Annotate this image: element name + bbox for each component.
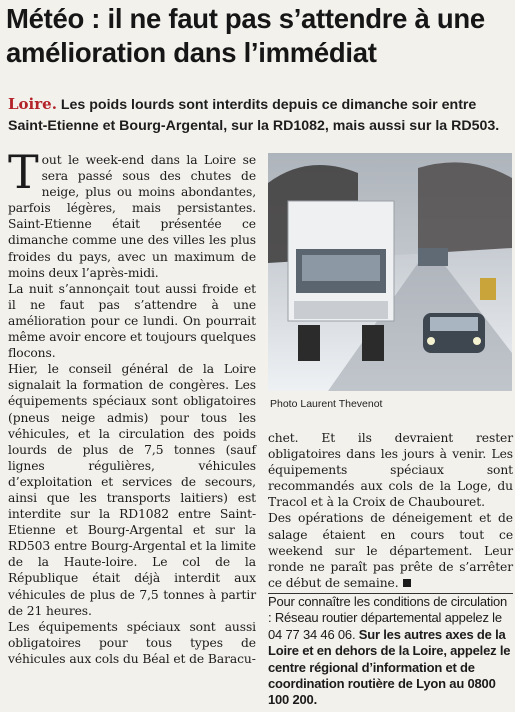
photo-credit: Photo Laurent Thevenot (270, 398, 383, 410)
paragraph-6 (268, 510, 513, 590)
snowy-road-truck-photo (268, 153, 512, 391)
lead-kicker: Loire. (8, 95, 57, 113)
right-column (268, 430, 513, 709)
paragraph-3: Hier, le conseil général de la Loire signalait la formation de congères. Les équipements spéciaux sont obligatoires (pneus neige admis) pour tous les véhicules, et la circulation des poids lourds de plus de 7,5 tonnes (sauf lignes régulières, véhicules d’exploitation et services de secours, ainsi que les transports laitiers) est interdite sur la RD1082 entre Saint-Etienne et Bourg-Argental et sur la RD503 entre Bourg-Argental et la limite de la Haute-loire. Le col de la République était déjà interdit aux véhicules de plus de 7,5 tonnes à partir de 21 heures. (8, 362, 256, 618)
paragraph-1-text: out le week-end dans la Loire se sera passé sous des chutes de neige, plus ou moins abondantes, parfois légères, mais persistantes. Saint-Etienne était présentée ce dimanche comme une des villes les plus froides du pays, avec un maximum de moins deux l’après-midi. (8, 153, 256, 280)
article-headline: Météo : il ne faut pas s’attendre à une amélioration dans l’immédiat (6, 3, 485, 68)
paragraph-2: La nuit s’annonçait tout aussi froide et il ne faut pas s’attendre à une amélioration pour ce lundi. On pourrait même avoir encore et toujours quelques flocons. (8, 281, 256, 361)
paragraph-5: chet. Et ils devraient rester obligatoires dans les jours à venir. Les équipements spéciaux sont recommandés aux cols de la Loge, du Tracol et à la Croix de Chaubouret. (268, 431, 513, 510)
info-box-part1: Pour connaître les conditions de circulation : Réseau routier départemental appelez le 04 77 34 46 06. (268, 593, 508, 642)
paragraph-6-text: Des opérations de déneigement et de salage étaient en cours tout ce weekend sur le département. Leur ronde ne paraît pas prête de s’arrêter ce début de semaine. (268, 511, 513, 590)
article-lead (8, 94, 508, 137)
info-box (268, 593, 513, 709)
end-mark-icon (403, 579, 411, 587)
lead-text: Les poids lourds sont interdits depuis ce dimanche soir entre Saint-Etienne et Bourg-Argental, sur la RD1082, mais aussi sur la RD503. (8, 97, 500, 134)
info-box-part2: Sur les autres axes de la Loire et en dehors de la Loire, appelez le centre régional d’information et de coordination routière de Lyon au 0800 100 200. (268, 626, 511, 708)
paragraph-4: Les équipements spéciaux sont aussi obligatoires pour tous types de véhicules aux cols du Béal et de Baracu- (8, 619, 256, 666)
drop-cap: T (8, 145, 39, 199)
paragraph-1 (8, 145, 256, 281)
left-column (8, 145, 256, 667)
